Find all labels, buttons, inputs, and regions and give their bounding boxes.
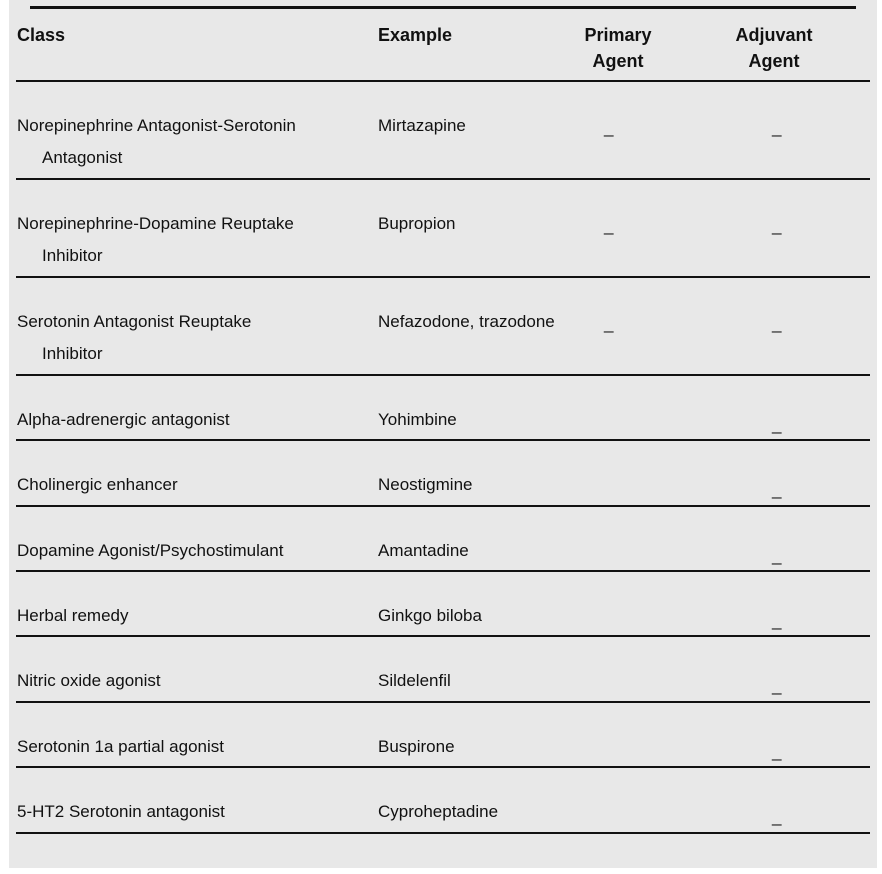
header-adjuvant-line2: Agent [748,51,800,71]
row-adjuvant-mark: _ [772,480,782,499]
row-adjuvant-mark: _ [772,216,782,235]
row-class: Dopamine Agonist/Psychostimulant [17,541,284,560]
row-primary-mark: _ [604,314,614,333]
row-adjuvant-mark: _ [772,314,782,333]
row-class-line1: Serotonin Antagonist Reuptake [17,312,252,331]
row-class-line1: Norepinephrine-Dopamine Reuptake [17,214,294,233]
row-example: Cyproheptadine [378,802,499,821]
row-example: Buspirone [378,737,455,756]
row-class: Serotonin 1a partial agonist [17,737,224,756]
row-example: Neostigmine [378,475,473,494]
row-class: Herbal remedy [17,606,129,625]
header-primary-agent [582,22,654,74]
row-adjuvant-mark: _ [772,807,782,826]
row-adjuvant-mark: _ [772,742,782,761]
table-header [16,22,870,82]
table-row [16,441,870,507]
row-adjuvant-mark: _ [772,118,782,137]
row-example: Sildelenfil [378,671,451,690]
row-primary-mark: _ [604,118,614,137]
table-row [16,278,870,376]
row-example: Amantadine [378,541,469,560]
row-class [17,306,347,370]
table-row [16,180,870,278]
table-row [16,703,870,768]
row-example: Mirtazapine [378,116,466,135]
table-row [16,507,870,572]
table-row [16,572,870,637]
row-example: Yohimbine [378,410,457,429]
row-example: Ginkgo biloba [378,606,482,625]
row-class: Nitric oxide agonist [17,671,161,690]
header-adjuvant-agent [732,22,816,74]
top-rule [30,6,856,9]
row-primary-mark: _ [604,216,614,235]
row-class-line2: Inhibitor [42,246,103,265]
row-adjuvant-mark: _ [772,415,782,434]
row-class: Cholinergic enhancer [17,475,178,494]
header-primary-line1: Primary [584,25,652,45]
row-adjuvant-mark: _ [772,611,782,630]
row-adjuvant-mark: _ [772,676,782,695]
table-row [16,82,870,180]
row-class-line1: Norepinephrine Antagonist-Serotonin [17,116,296,135]
row-class [17,208,347,272]
table-row [16,768,870,834]
header-adjuvant-line1: Adjuvant [735,25,813,45]
row-class: 5-HT2 Serotonin antagonist [17,802,225,821]
header-primary-line2: Agent [592,51,644,71]
table-row [16,637,870,703]
row-class: Alpha-adrenergic antagonist [17,410,230,429]
row-example: Nefazodone, trazodone [378,312,555,331]
row-class-line2: Antagonist [42,148,123,167]
header-class: Class [17,25,66,45]
row-adjuvant-mark: _ [772,546,782,565]
row-example: Bupropion [378,214,456,233]
row-class [17,110,347,174]
header-example: Example [378,25,453,45]
table-row [16,376,870,441]
row-class-line2: Inhibitor [42,344,103,363]
